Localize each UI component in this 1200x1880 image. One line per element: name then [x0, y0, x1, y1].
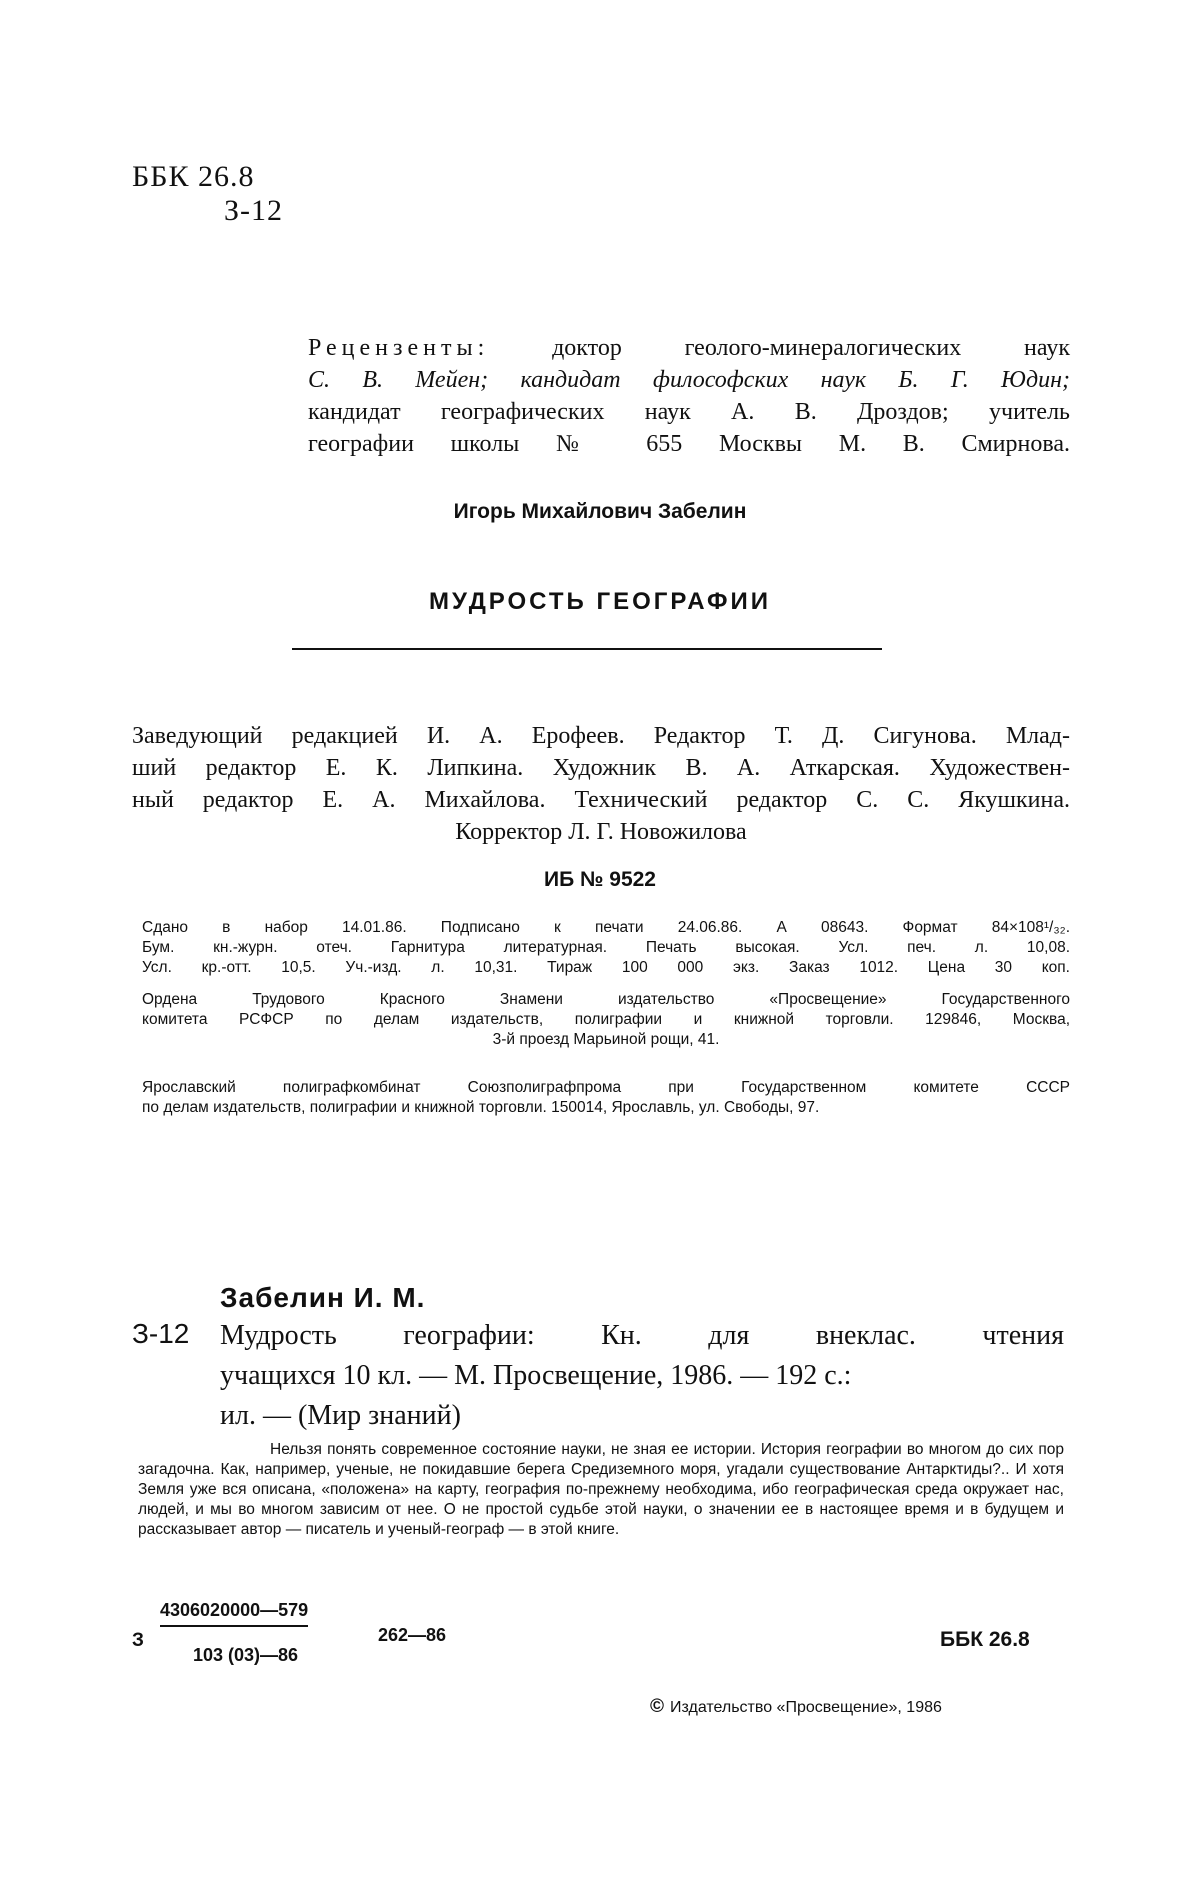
publisher-info — [142, 990, 1070, 1050]
reviewers-line: кандидат географических наук А. В. Дроздов; учитель — [308, 396, 1070, 428]
copyright-text: Издательство «Просвещение», 1986 — [670, 1699, 942, 1716]
tech-line: Усл. кр.-отт. 10,5. Уч.-изд. л. 10,31. Тираж 100 000 экз. Заказ 1012. Цена 30 коп. — [142, 958, 1070, 978]
bbk-classification — [132, 160, 283, 228]
staff-line: ший редактор Е. К. Липкина. Художник В. А. Аткарская. Художествен- — [132, 752, 1070, 784]
index-numerator: 4306020000—579 — [160, 1600, 308, 1627]
printer-info — [142, 1078, 1070, 1118]
staff-line: Заведующий редакцией И. А. Ерофеев. Редактор Т. Д. Сигунова. Млад- — [132, 720, 1070, 752]
ib-number: ИБ № 9522 — [0, 868, 1200, 892]
copyright-icon: © — [650, 1696, 664, 1717]
index-extra: 262—86 — [378, 1625, 446, 1646]
book-title: МУДРОСТЬ ГЕОГРАФИИ — [0, 588, 1200, 616]
reviewers-line: С. В. Мейен; кандидат философских наук Б. Г. Юдин; — [308, 364, 1070, 396]
card-line: Мудрость географии: Кн. для внеклас. чтения — [220, 1316, 1064, 1356]
staff-line: ный редактор Е. А. Михайлова. Технический редактор С. С. Якушкина. — [132, 784, 1070, 816]
publisher-line: комитета РСФСР по делам издательств, полиграфии и книжной торговли. 129846, Москва, — [142, 1010, 1070, 1030]
reviewers-line: доктор геолого-минералогических наук — [552, 335, 1070, 361]
publisher-line: Ордена Трудового Красного Знамени издательство «Просвещение» Государственного — [142, 990, 1070, 1010]
reviewers-line: географии школы № 655 Москвы М. В. Смирнова. — [308, 428, 1070, 460]
card-line: учащихся 10 кл. — М. Просвещение, 1986. — 192 с.: — [220, 1356, 1064, 1396]
card-description — [220, 1316, 1064, 1436]
publisher-line: 3-й проезд Марьиной рощи, 41. — [142, 1030, 1070, 1050]
title-divider — [292, 648, 882, 650]
printer-line: Ярославский полиграфкомбинат Союзполиграфпрома при Государственном комитете СССР — [142, 1078, 1070, 1098]
technical-data — [142, 918, 1070, 978]
printer-line: по делам издательств, полиграфии и книжной торговли. 150014, Ярославль, ул. Свободы, 97. — [142, 1098, 1070, 1118]
tech-line: Бум. кн.-журн. отеч. Гарнитура литературная. Печать высокая. Усл. печ. л. 10,08. — [142, 938, 1070, 958]
reviewers-block — [308, 332, 1070, 460]
author-mark: З-12 — [132, 194, 283, 228]
author-name: Игорь Михайлович Забелин — [0, 500, 1200, 524]
reviewers-label: Рецензенты: — [308, 335, 489, 361]
card-author: Забелин И. М. — [220, 1282, 425, 1314]
bbk-code: ББК 26.8 — [132, 160, 283, 194]
copyright — [650, 1696, 942, 1718]
tech-line: Сдано в набор 14.01.86. Подписано к печати 24.06.86. А 08643. Формат 84×108¹/₃₂. — [142, 918, 1070, 938]
index-bbk: ББК 26.8 — [940, 1628, 1030, 1652]
card-code: З-12 — [132, 1318, 189, 1350]
index-denominator: 103 (03)—86 — [193, 1645, 298, 1666]
annotation: Нельзя понять современное состояние науки, не зная ее истории. История географии во многом до сих пор загадочна. Как, например, ученые, не покидавшие берега Средиземного моря, угадали существование Антарктиды?.. И хотя Земля уже вся описана, «положена» на карту, география по-прежнему необходима, ибо географическая среда окружает нас, людей, и мы во многом зависим от нее. О не простой судьбе этой науки, о значении ее в настоящее время и в будущем и рассказывает автор — писатель и ученый-географ — в этой книге. — [138, 1440, 1064, 1540]
staff-line: Корректор Л. Г. Новожилова — [132, 816, 1070, 848]
editorial-staff — [132, 720, 1070, 848]
index-letter: З — [132, 1630, 144, 1652]
card-line: ил. — (Мир знаний) — [220, 1396, 1064, 1436]
